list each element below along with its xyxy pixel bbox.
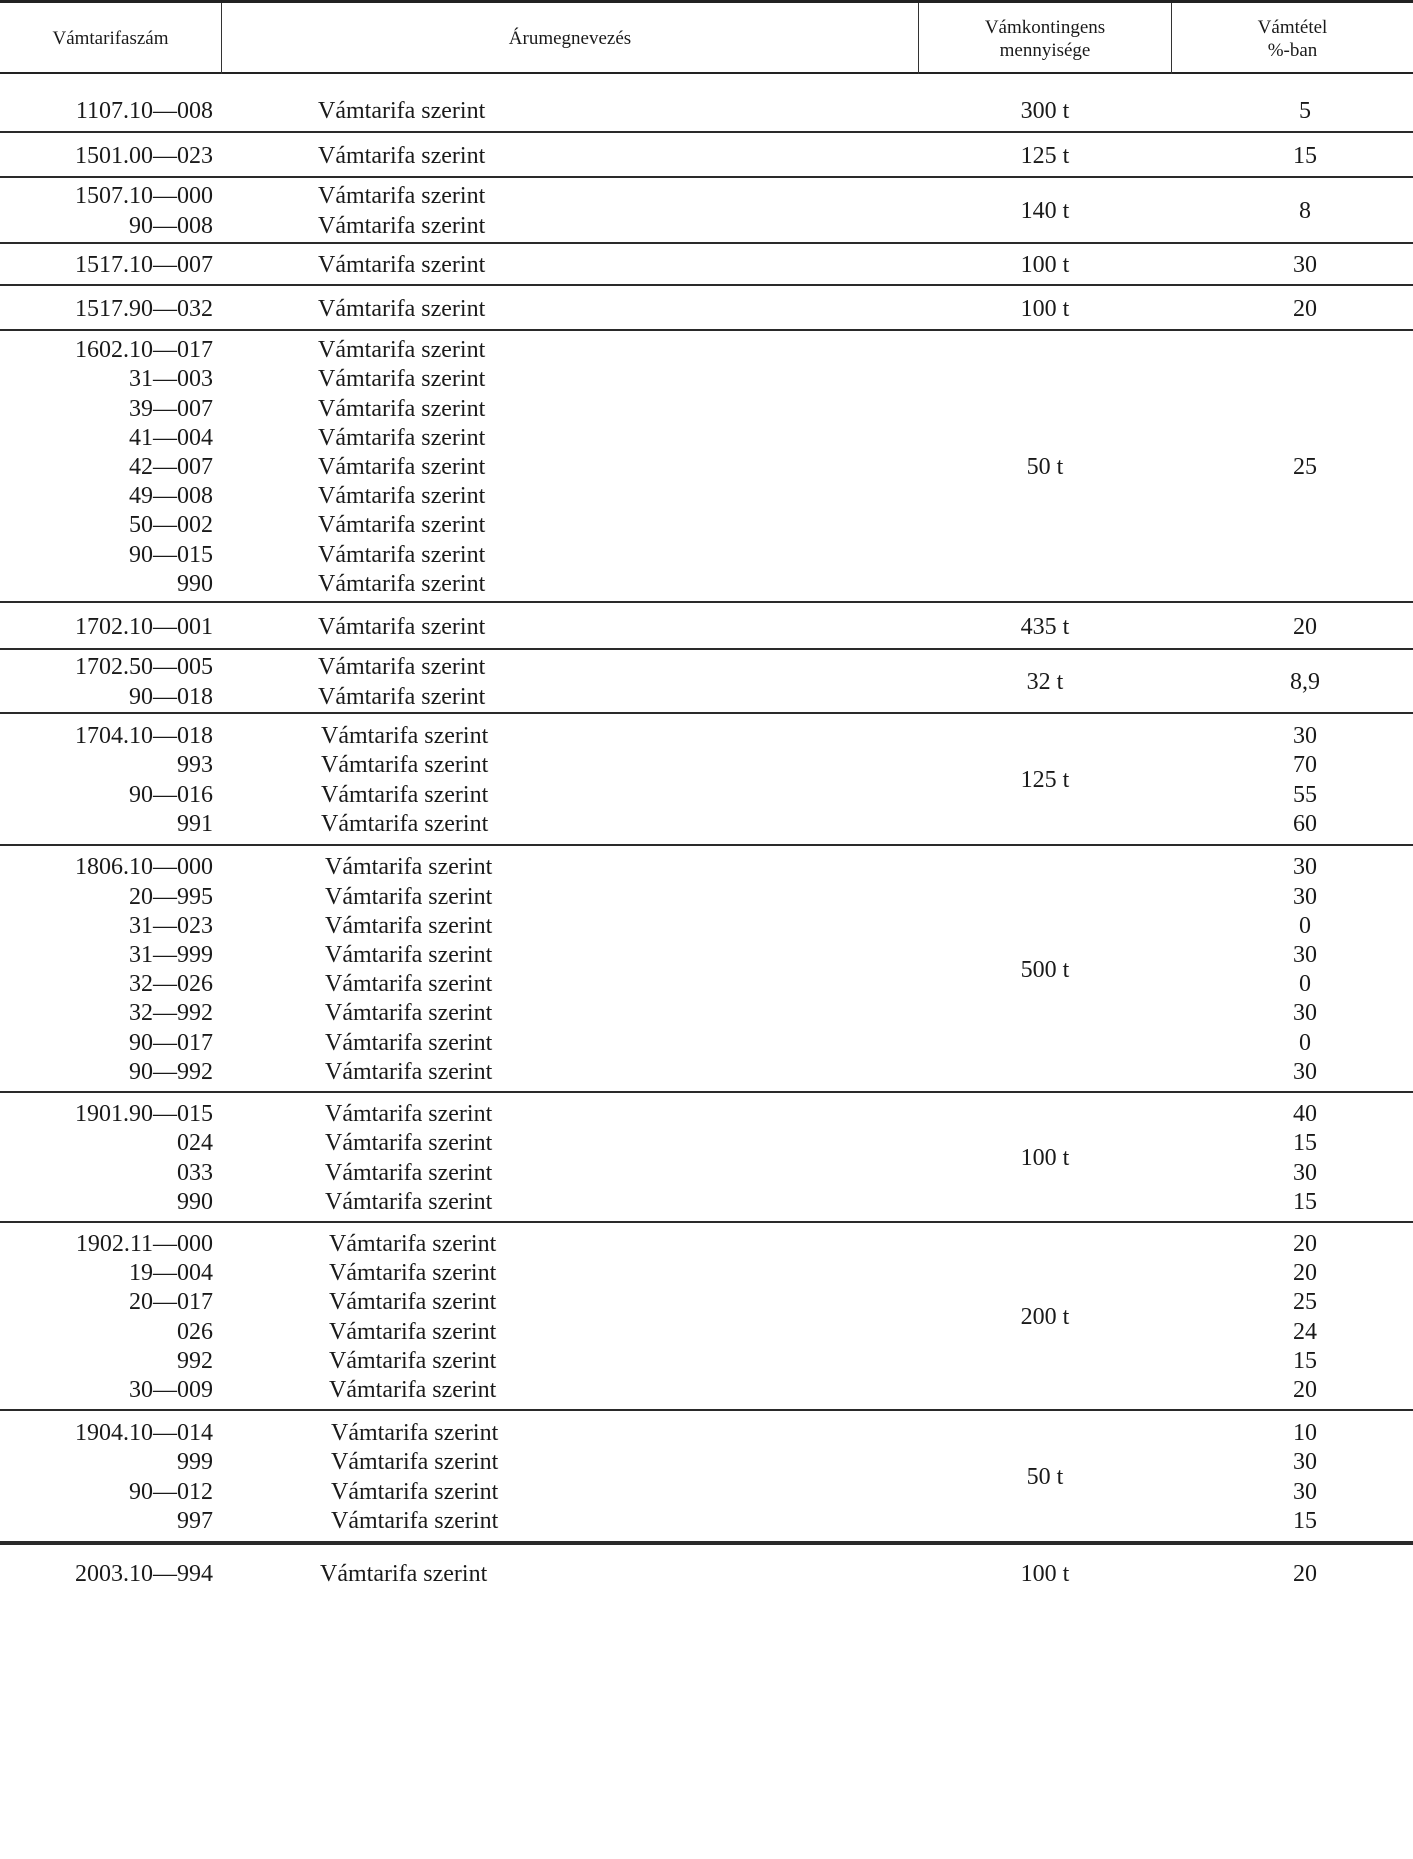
quota-quantity: 50 t bbox=[1026, 454, 1064, 480]
tariff-code: 1704.10—018 bbox=[75, 723, 213, 750]
tariff-code: 41—004 bbox=[129, 424, 213, 451]
duty-rate: 30 bbox=[1293, 1159, 1317, 1186]
goods-description: Vámtarifa szerint bbox=[318, 570, 486, 597]
tariff-code: 90—008 bbox=[129, 212, 213, 239]
duty-rate: 30 bbox=[1293, 854, 1317, 881]
table-row bbox=[0, 248, 1413, 282]
goods-description: Vámtarifa szerint bbox=[329, 1289, 497, 1316]
goods-description: Vámtarifa szerint bbox=[318, 366, 486, 393]
duty-rate: 60 bbox=[1293, 810, 1317, 837]
duty-rate: 70 bbox=[1293, 752, 1317, 779]
duty-rate: 55 bbox=[1293, 781, 1317, 808]
duty-rate: 30 bbox=[1293, 252, 1317, 278]
goods-description: Vámtarifa szerint bbox=[331, 1420, 499, 1447]
tariff-code: 999 bbox=[177, 1449, 213, 1476]
table-row bbox=[0, 567, 1413, 601]
goods-description: Vámtarifa szerint bbox=[325, 1000, 493, 1027]
tariff-code: 1107.10—008 bbox=[75, 97, 213, 124]
duty-rate: 20 bbox=[1293, 1377, 1317, 1403]
header-tariff-code: Vámtarifaszám bbox=[0, 3, 222, 74]
tariff-code: 990 bbox=[177, 1188, 213, 1215]
tariff-code: 992 bbox=[177, 1347, 213, 1374]
header-duty-rate: Vámtétel %-ban bbox=[1257, 16, 1328, 61]
tariff-code: 1602.10—017 bbox=[75, 337, 213, 364]
header-goods-description: Árumegnevezés bbox=[222, 3, 919, 74]
tariff-code: 024 bbox=[177, 1130, 213, 1157]
tariff-code: 1517.90—032 bbox=[75, 295, 213, 322]
tariff-code: 1806.10—000 bbox=[75, 854, 213, 881]
table-group bbox=[0, 650, 1413, 714]
goods-description: Vámtarifa szerint bbox=[329, 1260, 497, 1287]
quota-quantity: 100 t bbox=[1020, 1561, 1070, 1587]
tariff-code: 90—992 bbox=[129, 1058, 213, 1085]
duty-rate: 8,9 bbox=[1290, 669, 1320, 695]
quota-quantity: 140 t bbox=[1020, 198, 1070, 224]
goods-description: Vámtarifa szerint bbox=[318, 295, 486, 322]
table-row bbox=[0, 680, 1413, 714]
table-group bbox=[0, 1411, 1413, 1543]
goods-description: Vámtarifa szerint bbox=[325, 912, 493, 939]
goods-description: Vámtarifa szerint bbox=[325, 1188, 493, 1215]
duty-rate: 30 bbox=[1293, 1449, 1317, 1476]
table-row bbox=[0, 807, 1413, 841]
tariff-code: 1904.10—014 bbox=[75, 1420, 213, 1447]
goods-description: Vámtarifa szerint bbox=[331, 1449, 499, 1476]
tariff-code: 39—007 bbox=[129, 395, 213, 422]
goods-description: Vámtarifa szerint bbox=[325, 1029, 493, 1056]
table-group bbox=[0, 88, 1413, 133]
table-row bbox=[0, 1055, 1413, 1089]
tariff-code: 42—007 bbox=[129, 454, 213, 480]
quota-quantity: 100 t bbox=[1020, 1145, 1070, 1171]
tariff-code: 1902.11—000 bbox=[75, 1231, 213, 1257]
duty-rate: 30 bbox=[1293, 1000, 1317, 1027]
duty-rate: 15 bbox=[1293, 142, 1317, 169]
table-row bbox=[0, 1557, 1413, 1591]
goods-description: Vámtarifa szerint bbox=[318, 142, 486, 169]
duty-rate: 20 bbox=[1293, 295, 1317, 322]
goods-description: Vámtarifa szerint bbox=[329, 1231, 497, 1257]
duty-rate: 20 bbox=[1293, 1260, 1317, 1287]
goods-description: Vámtarifa szerint bbox=[325, 1159, 493, 1186]
quota-quantity: 500 t bbox=[1020, 956, 1070, 983]
duty-rate: 20 bbox=[1293, 1561, 1317, 1587]
goods-description: Vámtarifa szerint bbox=[321, 810, 489, 837]
tariff-code: 1702.50—005 bbox=[75, 654, 213, 681]
quota-quantity: 100 t bbox=[1020, 295, 1070, 322]
goods-description: Vámtarifa szerint bbox=[318, 183, 486, 210]
tariff-code: 026 bbox=[177, 1318, 213, 1345]
table-group bbox=[0, 244, 1413, 286]
table-group bbox=[0, 178, 1413, 244]
header-quota-quantity: Vámkontingens mennyisége bbox=[919, 3, 1172, 74]
duty-rate: 0 bbox=[1299, 971, 1311, 998]
quota-quantity: 200 t bbox=[1020, 1304, 1070, 1330]
quota-quantity: 125 t bbox=[1020, 142, 1070, 169]
table-row bbox=[0, 610, 1413, 644]
goods-description: Vámtarifa szerint bbox=[331, 1507, 499, 1534]
tariff-code: 49—008 bbox=[129, 483, 213, 510]
tariff-code: 993 bbox=[177, 752, 213, 779]
goods-description: Vámtarifa szerint bbox=[325, 971, 493, 998]
table-group bbox=[0, 603, 1413, 650]
goods-description: Vámtarifa szerint bbox=[318, 683, 486, 710]
duty-rate: 30 bbox=[1293, 941, 1317, 968]
goods-description: Vámtarifa szerint bbox=[329, 1318, 497, 1345]
tariff-code: 90—012 bbox=[129, 1478, 213, 1505]
quota-quantity: 300 t bbox=[1020, 97, 1070, 124]
goods-description: Vámtarifa szerint bbox=[318, 97, 486, 124]
goods-description: Vámtarifa szerint bbox=[325, 1058, 493, 1085]
goods-description: Vámtarifa szerint bbox=[321, 781, 489, 808]
goods-description: Vámtarifa szerint bbox=[318, 212, 486, 239]
goods-description: Vámtarifa szerint bbox=[325, 854, 493, 881]
duty-rate: 5 bbox=[1299, 97, 1311, 124]
duty-rate: 25 bbox=[1293, 1289, 1317, 1316]
table-group bbox=[0, 1543, 1413, 1601]
table-header bbox=[0, 0, 1413, 74]
duty-rate: 30 bbox=[1293, 883, 1317, 910]
duty-rate: 25 bbox=[1293, 454, 1317, 480]
tariff-code: 31—003 bbox=[129, 366, 213, 393]
tariff-code: 32—026 bbox=[129, 971, 213, 998]
table-row bbox=[0, 1185, 1413, 1219]
tariff-code: 50—002 bbox=[129, 512, 213, 539]
quota-quantity: 125 t bbox=[1020, 767, 1070, 793]
goods-description: Vámtarifa szerint bbox=[318, 337, 486, 364]
goods-description: Vámtarifa szerint bbox=[321, 723, 489, 750]
tariff-code: 19—004 bbox=[129, 1260, 213, 1287]
tariff-code: 1507.10—000 bbox=[75, 183, 213, 210]
goods-description: Vámtarifa szerint bbox=[318, 424, 486, 451]
goods-description: Vámtarifa szerint bbox=[318, 654, 486, 681]
duty-rate: 40 bbox=[1293, 1101, 1317, 1128]
goods-description: Vámtarifa szerint bbox=[320, 1561, 488, 1587]
goods-description: Vámtarifa szerint bbox=[318, 541, 486, 568]
duty-rate: 20 bbox=[1293, 1231, 1317, 1257]
duty-rate: 30 bbox=[1293, 723, 1317, 750]
table-group bbox=[0, 286, 1413, 331]
goods-description: Vámtarifa szerint bbox=[329, 1347, 497, 1374]
quota-quantity: 32 t bbox=[1026, 669, 1064, 695]
table-row bbox=[0, 94, 1413, 128]
duty-rate: 24 bbox=[1293, 1318, 1317, 1345]
table-row bbox=[0, 1504, 1413, 1538]
duty-rate: 30 bbox=[1293, 1058, 1317, 1085]
goods-description: Vámtarifa szerint bbox=[318, 512, 486, 539]
table-row bbox=[0, 209, 1413, 243]
quota-quantity: 435 t bbox=[1020, 613, 1070, 640]
tariff-code: 31—999 bbox=[129, 941, 213, 968]
tariff-code: 990 bbox=[177, 570, 213, 597]
tariff-code: 1702.10—001 bbox=[75, 613, 213, 640]
table-row bbox=[0, 292, 1413, 326]
table-group bbox=[0, 846, 1413, 1093]
goods-description: Vámtarifa szerint bbox=[329, 1377, 497, 1403]
table-group bbox=[0, 1093, 1413, 1223]
duty-rate: 20 bbox=[1293, 613, 1317, 640]
table-group bbox=[0, 1223, 1413, 1411]
goods-description: Vámtarifa szerint bbox=[318, 454, 486, 480]
quota-quantity: 100 t bbox=[1020, 252, 1070, 278]
table-group bbox=[0, 133, 1413, 178]
table-group bbox=[0, 714, 1413, 846]
duty-rate: 15 bbox=[1293, 1188, 1317, 1215]
table-row bbox=[0, 1373, 1413, 1407]
goods-description: Vámtarifa szerint bbox=[325, 883, 493, 910]
duty-rate: 15 bbox=[1293, 1347, 1317, 1374]
tariff-code: 90—015 bbox=[129, 541, 213, 568]
duty-rate: 30 bbox=[1293, 1478, 1317, 1505]
duty-rate: 0 bbox=[1299, 912, 1311, 939]
tariff-code: 1517.10—007 bbox=[75, 252, 213, 278]
goods-description: Vámtarifa szerint bbox=[318, 613, 486, 640]
goods-description: Vámtarifa szerint bbox=[325, 1101, 493, 1128]
tariff-code: 1901.90—015 bbox=[75, 1101, 213, 1128]
goods-description: Vámtarifa szerint bbox=[325, 941, 493, 968]
tariff-code: 90—018 bbox=[129, 683, 213, 710]
duty-rate: 15 bbox=[1293, 1507, 1317, 1534]
table-row bbox=[0, 139, 1413, 173]
duty-rate: 10 bbox=[1293, 1420, 1317, 1447]
goods-description: Vámtarifa szerint bbox=[325, 1130, 493, 1157]
tariff-code: 90—016 bbox=[129, 781, 213, 808]
goods-description: Vámtarifa szerint bbox=[331, 1478, 499, 1505]
duty-rate: 8 bbox=[1299, 198, 1311, 224]
quota-quantity: 50 t bbox=[1026, 1464, 1064, 1490]
tariff-code: 32—992 bbox=[129, 1000, 213, 1027]
tariff-code: 033 bbox=[177, 1159, 213, 1186]
tariff-code: 2003.10—994 bbox=[75, 1561, 213, 1587]
goods-description: Vámtarifa szerint bbox=[318, 395, 486, 422]
tariff-code: 997 bbox=[177, 1507, 213, 1534]
goods-description: Vámtarifa szerint bbox=[318, 483, 486, 510]
tariff-code: 31—023 bbox=[129, 912, 213, 939]
tariff-code: 20—017 bbox=[129, 1289, 213, 1316]
duty-rate: 15 bbox=[1293, 1130, 1317, 1157]
tariff-code: 30—009 bbox=[129, 1377, 213, 1403]
table-group bbox=[0, 331, 1413, 603]
goods-description: Vámtarifa szerint bbox=[318, 252, 486, 278]
duty-rate: 0 bbox=[1299, 1029, 1311, 1056]
tariff-code: 20—995 bbox=[129, 883, 213, 910]
tariff-code: 991 bbox=[177, 810, 213, 837]
tariff-code: 1501.00—023 bbox=[75, 142, 213, 169]
tariff-code: 90—017 bbox=[129, 1029, 213, 1056]
goods-description: Vámtarifa szerint bbox=[321, 752, 489, 779]
